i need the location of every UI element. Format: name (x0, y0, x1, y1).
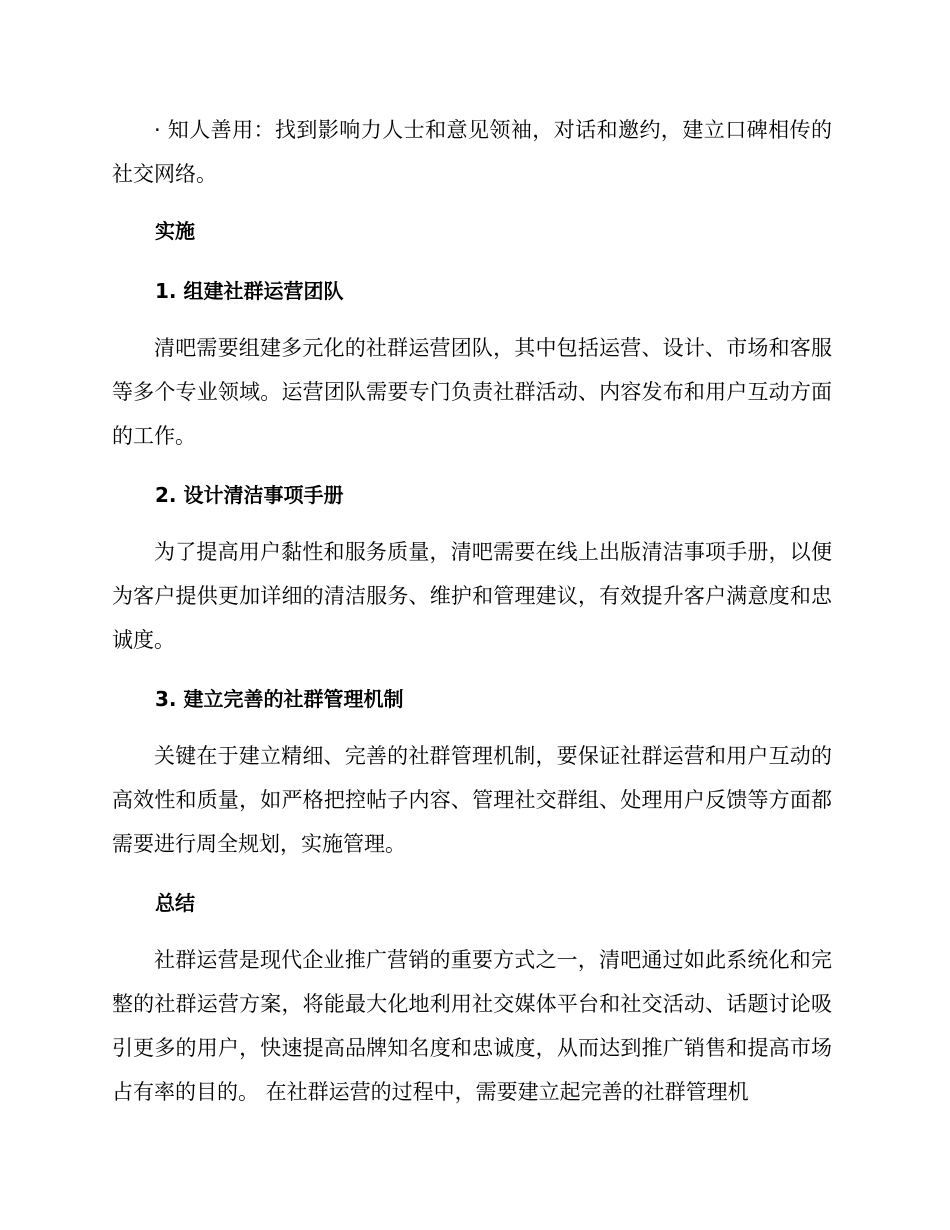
item-2-heading: 2. 设计清洁事项手册 (155, 483, 344, 507)
summary-paragraph: 社群运营是现代企业推广营销的重要方式之一，清吧通过如此系统化和完整的社群运营方案，将能最大化地利用社交媒体平台和社交活动、话题讨论吸引更多的用户，快速提高品牌知名度和忠诚度，从而达到推广销售和提高市场占有率的目的。 在社群运营的过程中，需要建立起完善的社群管理机 (112, 948, 832, 1104)
intro-bullet-paragraph: · 知人善用：找到影响力人士和意见领袖，对话和邀约，建立口碑相传的社交网络。 (112, 118, 832, 186)
section-heading-summary: 总结 (155, 891, 195, 915)
item-1-heading: 1. 组建社群运营团队 (155, 279, 344, 303)
section-heading-implementation: 实施 (155, 219, 195, 243)
item-2-paragraph: 为了提高用户黏性和服务质量，清吧需要在线上出版清洁事项手册，以便为客户提供更加详细的清洁服务、维护和管理建议，有效提升客户满意度和忠诚度。 (112, 540, 832, 652)
item-1-paragraph: 清吧需要组建多元化的社群运营团队，其中包括运营、设计、市场和客服等多个专业领域。运营团队需要专门负责社群活动、内容发布和用户互动方面的工作。 (112, 336, 832, 448)
item-3-paragraph: 关键在于建立精细、完善的社群管理机制，要保证社群运营和用户互动的高效性和质量，如严格把控帖子内容、管理社交群组、处理用户反馈等方面都需要进行周全规划，实施管理。 (112, 744, 832, 856)
item-3-heading: 3. 建立完善的社群管理机制 (155, 687, 404, 711)
